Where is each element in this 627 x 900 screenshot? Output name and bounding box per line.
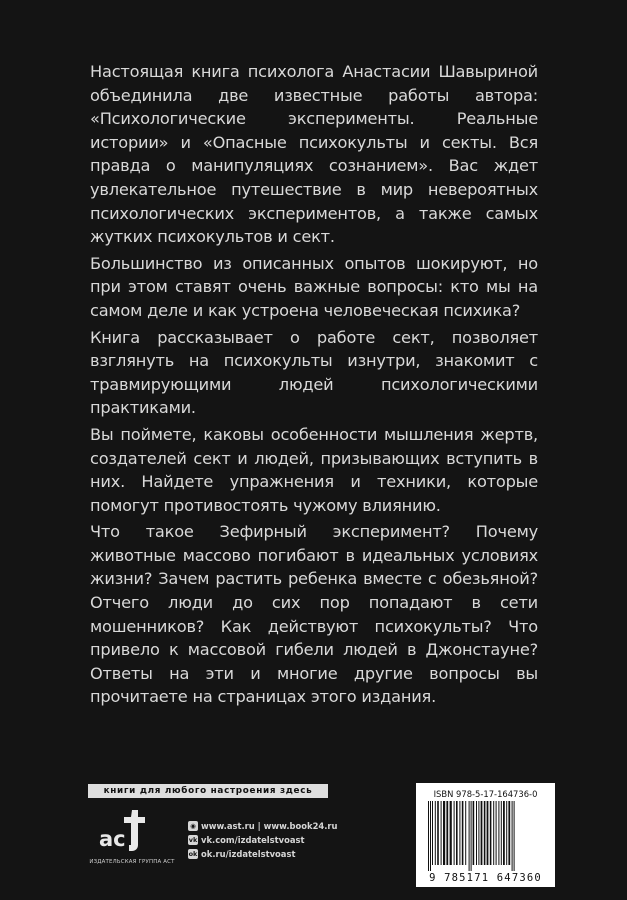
- publisher-links: [188, 820, 338, 862]
- ok-link[interactable]: ok ok.ru/izdatelstvoast: [188, 849, 296, 859]
- paragraph-closing: Что такое Зефирный эксперимент? Почему животные массово погибают в идеальных условиях жизни? Зачем растить ребенка вместе с обезьяной? Отчего люди до сих пор попадают в сети мошенников? Как действуют психокульты? Что привело к массовой гибели людей в Джонстауне? Ответы на эти и многие другие вопросы вы прочитаете на страницах этого издания.: [90, 522, 538, 707]
- ok-icon: ok: [188, 850, 198, 858]
- barcode-box: [416, 783, 555, 887]
- isbn-label: ISBN 978-5-17-164736-0: [433, 789, 538, 799]
- svg-text:ас: ас: [99, 827, 126, 851]
- annotation-text: [90, 60, 538, 712]
- globe-icon: ◉: [188, 821, 198, 831]
- slogan-banner: книги для любого настроения здесь: [88, 784, 328, 798]
- paragraph-sects: Книга рассказывает о работе сект, позволяет взглянуть на психокульты изнутри, знакомит с травмирующими людей психологическими практиками.: [90, 327, 538, 418]
- website-link[interactable]: ◉ www.ast.ru | www.book24.ru: [188, 820, 338, 832]
- vk-link[interactable]: vk vk.com/izdatelstvoast: [188, 835, 305, 845]
- vk-icon: vk: [188, 836, 198, 844]
- barcode-digits: 9 785171 647360: [429, 872, 542, 884]
- paragraph-thinking: Вы поймете, каковы особенности мышления жертв, создателей сект и людей, призывающих вступить в них. Найдете упражнения и техники, которые помогут противостоять чужому влиянию.: [90, 424, 538, 515]
- ast-logo: [95, 806, 153, 854]
- paragraph-questions: Большинство из описанных опытов шокируют, но при этом ставят очень важные вопросы: кто мы на самом деле и как устроена человеческая психика?: [90, 253, 538, 320]
- back-cover-footer: [0, 780, 627, 900]
- paragraph-intro: Настоящая книга психолога Анастасии Шавыриной объединила две известные работы автора: «Психологические эксперименты. Реальные истории» и «Опасные психокульты и секты. Вся правда о манипуляциях сознанием». Вас ждет увлекательное путешествие в мир невероятных психологических экспериментов, а также самых жутких психокультов и сект.: [90, 62, 538, 247]
- barcode-icon: [426, 801, 546, 871]
- publisher-group-label: ИЗДАТЕЛЬСКАЯ ГРУППА АСТ: [89, 859, 175, 865]
